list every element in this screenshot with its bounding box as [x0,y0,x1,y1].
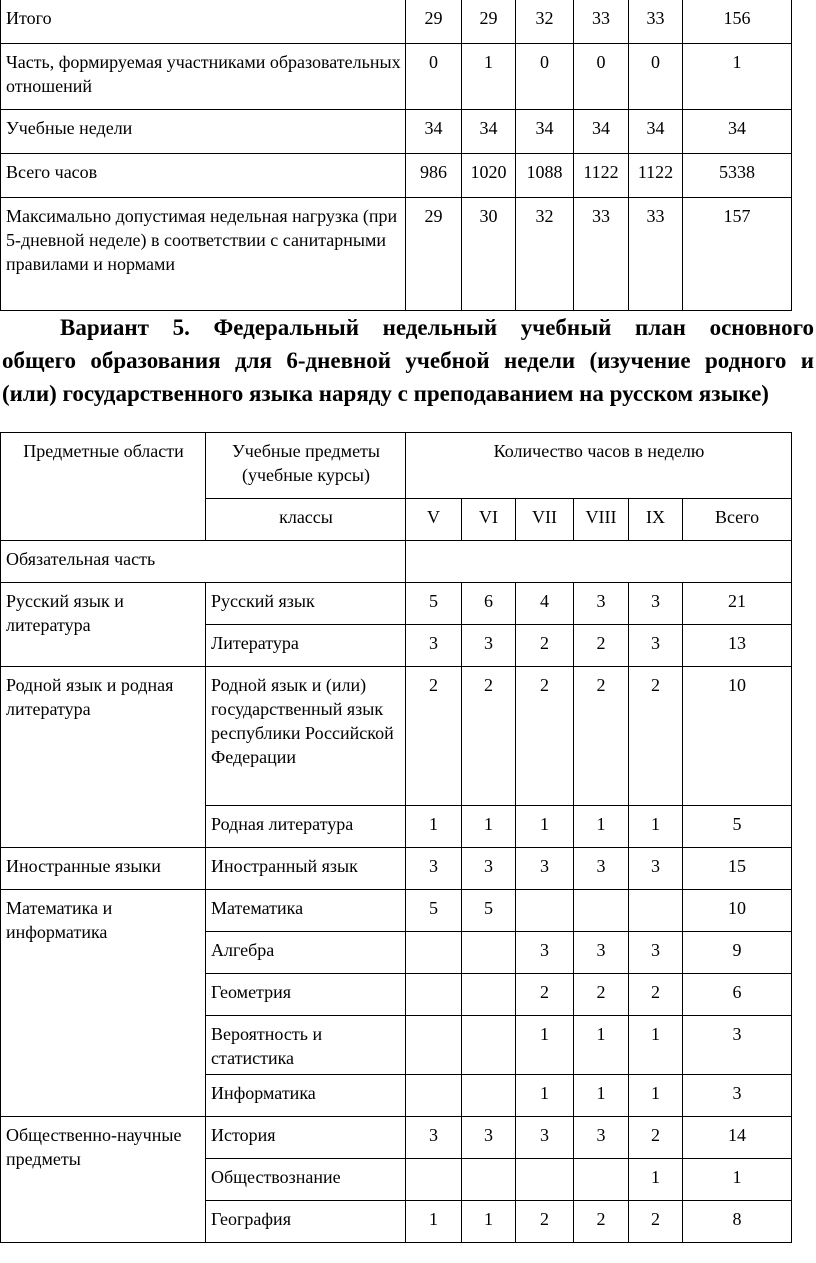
summary-value: 34 [683,110,792,154]
hours-value: 2 [406,667,462,806]
hours-value: 2 [516,625,574,667]
summary-value: 1 [683,44,792,110]
hours-value: 3 [629,625,683,667]
summary-value: 157 [683,198,792,311]
subject-name: Литература [206,625,406,667]
grade-ix: IX [629,499,683,541]
summary-row [1,44,792,110]
hours-value: 10 [683,667,792,806]
section-heading [2,311,814,410]
subject-name: Вероятность и статистика [206,1016,406,1075]
hours-value: 3 [574,848,629,890]
hours-value: 2 [574,974,629,1016]
hours-value: 1 [516,806,574,848]
summary-value: 33 [574,0,629,44]
subject-row [1,890,792,932]
summary-value: 5338 [683,154,792,198]
hours-value [406,1016,462,1075]
hours-value: 1 [516,1075,574,1117]
subject-area: Общественно-научные предметы [1,1117,206,1243]
summary-value: 29 [462,0,516,44]
hours-value: 21 [683,583,792,625]
hours-value: 9 [683,932,792,974]
header-classes: классы [206,499,406,541]
subject-area: Математика и информатика [1,890,206,1117]
hours-value: 13 [683,625,792,667]
hours-value: 1 [462,1201,516,1243]
hours-value: 8 [683,1201,792,1243]
subject-name: Математика [206,890,406,932]
hours-value: 2 [629,974,683,1016]
summary-value: 29 [406,198,462,311]
subject-row [1,667,792,806]
summary-row [1,0,792,44]
summary-value: 156 [683,0,792,44]
mandatory-label: Обязательная часть [1,541,406,583]
hours-value: 3 [683,1075,792,1117]
hours-value [629,890,683,932]
hours-value: 2 [629,1117,683,1159]
summary-value: 34 [516,110,574,154]
hours-value: 14 [683,1117,792,1159]
hours-value: 2 [574,625,629,667]
subject-area: Русский язык и литература [1,583,206,667]
hours-value: 3 [574,1117,629,1159]
header-hours: Количество часов в неделю [406,433,792,499]
summary-value: 34 [462,110,516,154]
hours-value: 6 [683,974,792,1016]
hours-value: 1 [574,1075,629,1117]
hours-value: 3 [683,1016,792,1075]
hours-value: 3 [406,1117,462,1159]
summary-value: 1122 [629,154,683,198]
subject-name: Родной язык и (или) государственный язык республики Российской Федерации [206,667,406,806]
hours-value [574,890,629,932]
summary-label: Всего часов [1,154,406,198]
hours-value: 3 [516,1117,574,1159]
summary-value: 33 [629,0,683,44]
hours-value: 1 [683,1159,792,1201]
summary-value: 32 [516,0,574,44]
curriculum-table [0,432,792,1243]
subject-row [1,583,792,625]
hours-value: 4 [516,583,574,625]
hours-value: 2 [516,1201,574,1243]
subject-row [1,1117,792,1159]
grade-v: V [406,499,462,541]
hours-value: 2 [516,974,574,1016]
subject-name: Обществознание [206,1159,406,1201]
summary-value: 0 [574,44,629,110]
hours-value: 2 [462,667,516,806]
hours-value: 3 [462,625,516,667]
hours-value [462,1075,516,1117]
grade-vi: VI [462,499,516,541]
subject-name: Алгебра [206,932,406,974]
subject-name: Иностранный язык [206,848,406,890]
summary-value: 30 [462,198,516,311]
grade-viii: VIII [574,499,629,541]
summary-value: 33 [629,198,683,311]
hours-value: 3 [406,848,462,890]
subject-name: История [206,1117,406,1159]
hours-value: 6 [462,583,516,625]
hours-value: 2 [629,1201,683,1243]
summary-value: 34 [406,110,462,154]
heading-line-3: (или) государственного языка наряду с преподаванием на русском языке) [2,381,769,406]
hours-value: 2 [629,667,683,806]
heading-line-1: Вариант 5. Федеральный недельный учебный план основного [60,315,814,340]
summary-row [1,110,792,154]
hours-value: 5 [406,890,462,932]
summary-row [1,154,792,198]
summary-value: 0 [516,44,574,110]
hours-value: 1 [629,806,683,848]
header-row [1,433,792,499]
hours-value: 2 [574,667,629,806]
hours-value: 5 [462,890,516,932]
hours-value: 1 [462,806,516,848]
hours-value [462,1159,516,1201]
summary-label: Итого [1,0,406,44]
summary-value: 34 [629,110,683,154]
subject-area: Родной язык и родная литература [1,667,206,848]
subject-name: Русский язык [206,583,406,625]
summary-value: 0 [629,44,683,110]
summary-value: 0 [406,44,462,110]
hours-value: 2 [516,667,574,806]
summary-label: Учебные недели [1,110,406,154]
summary-value: 1088 [516,154,574,198]
hours-value: 3 [462,848,516,890]
hours-value: 3 [406,625,462,667]
grade-total: Всего [683,499,792,541]
summary-value: 29 [406,0,462,44]
subject-name: Родная литература [206,806,406,848]
hours-value: 3 [629,848,683,890]
summary-label: Максимально допустимая недельная нагрузка (при 5-дневной неделе) в соответствии с санитарными правилами и нормами [1,198,406,311]
header-areas: Предметные области [1,433,206,541]
subject-area: Иностранные языки [1,848,206,890]
subject-name: География [206,1201,406,1243]
hours-value: 3 [574,932,629,974]
mandatory-empty [406,541,792,583]
hours-value: 1 [516,1016,574,1075]
header-subjects: Учебные предметы (учебные курсы) [206,433,406,499]
summary-row [1,198,792,311]
hours-value: 1 [629,1075,683,1117]
hours-value: 5 [406,583,462,625]
hours-value: 3 [629,583,683,625]
mandatory-row [1,541,792,583]
hours-value: 1 [574,1016,629,1075]
hours-value: 3 [574,583,629,625]
hours-value: 3 [462,1117,516,1159]
hours-value: 1 [406,806,462,848]
summary-value: 986 [406,154,462,198]
grade-vii: VII [516,499,574,541]
hours-value: 5 [683,806,792,848]
hours-value: 2 [574,1201,629,1243]
hours-value [574,1159,629,1201]
subject-name: Геометрия [206,974,406,1016]
hours-value: 1 [406,1201,462,1243]
summary-value: 32 [516,198,574,311]
summary-value: 1 [462,44,516,110]
subject-row [1,848,792,890]
hours-value [406,1159,462,1201]
summary-value: 33 [574,198,629,311]
hours-value: 3 [629,932,683,974]
hours-value [462,974,516,1016]
hours-value: 1 [629,1159,683,1201]
hours-value: 3 [516,932,574,974]
hours-value [462,1016,516,1075]
hours-value: 15 [683,848,792,890]
summary-table [0,0,792,311]
hours-value [406,1075,462,1117]
hours-value [516,1159,574,1201]
summary-value: 1122 [574,154,629,198]
hours-value: 3 [516,848,574,890]
hours-value: 1 [574,806,629,848]
hours-value [462,932,516,974]
summary-value: 34 [574,110,629,154]
summary-label: Часть, формируемая участниками образовательных отношений [1,44,406,110]
summary-value: 1020 [462,154,516,198]
hours-value: 1 [629,1016,683,1075]
heading-line-2: общего образования для 6-дневной учебной недели (изучение родного и [2,348,814,373]
hours-value [516,890,574,932]
hours-value [406,974,462,1016]
subject-name: Информатика [206,1075,406,1117]
hours-value: 10 [683,890,792,932]
hours-value [406,932,462,974]
